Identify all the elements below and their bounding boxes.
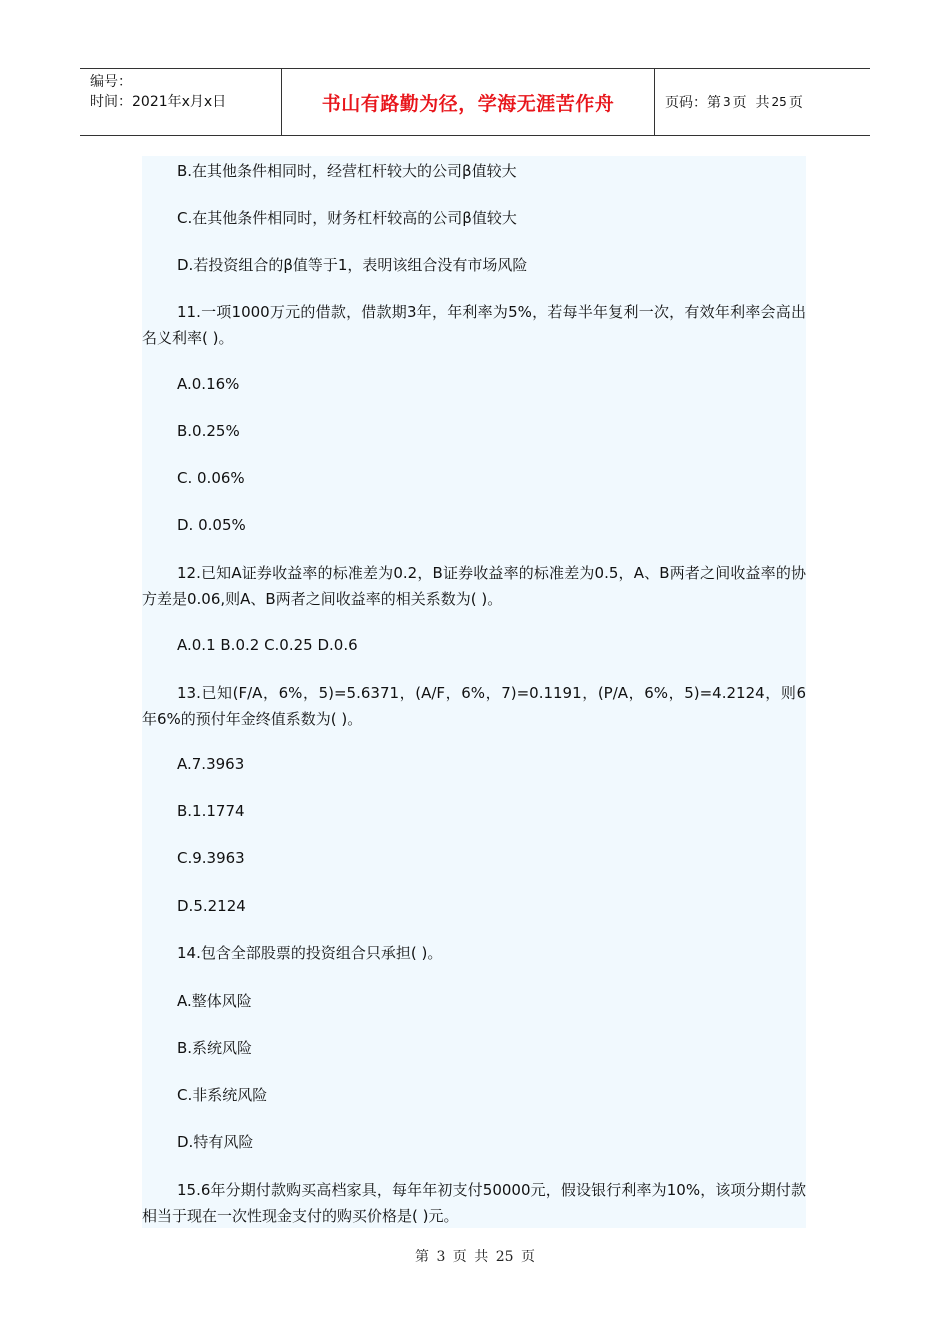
page-footer: 第 3 页 共 25 页 xyxy=(415,1249,535,1265)
time-label: 时间：2021年x月x日 xyxy=(90,94,227,110)
header-page-info xyxy=(655,69,870,135)
q14-option-c: C.非系统风险 xyxy=(177,1086,268,1104)
q10-option-c: C.在其他条件相同时，财务杠杆较高的公司β值较大 xyxy=(177,209,517,227)
question-15: 15.6年分期付款购买高档家具，每年年初支付50000元，假设银行利率为10%，该项分期付款相当于现在一次性现金支付的购买价格是( )元。 xyxy=(142,1181,806,1225)
q14-option-d: D.特有风险 xyxy=(177,1133,254,1151)
q12-options: A.0.1 B.0.2 C.0.25 D.0.6 xyxy=(177,636,358,654)
header-meta xyxy=(80,69,282,135)
q13-option-c: C.9.3963 xyxy=(177,849,245,867)
q11-option-b: B.0.25% xyxy=(177,422,240,440)
q13-option-b: B.1.1774 xyxy=(177,802,245,820)
page-prefix: 页码：第 xyxy=(665,95,721,111)
q11-option-d: D. 0.05% xyxy=(177,516,246,534)
question-14: 14.包含全部股票的投资组合只承担( )。 xyxy=(177,944,443,962)
question-11: 11.一项1000万元的借款，借款期3年，年利率为5%，若每半年复利一次，有效年利率会高出名义利率( )。 xyxy=(142,303,806,347)
header-motto: 书山有路勤为径，学海无涯苦作舟 xyxy=(282,69,655,135)
q11-option-a: A.0.16% xyxy=(177,375,240,393)
question-12: 12.已知A证券收益率的标准差为0.2，B证券收益率的标准差为0.5，A、B两者之间收益率的协方差是0.06,则A、B两者之间收益率的相关系数为( )。 xyxy=(142,564,806,608)
question-13: 13.已知(F/A，6%，5)=5.6371，(A/F，6%，7)=0.1191，(P/A，6%，5)=4.2124，则6年6%的预付年金终值系数为( )。 xyxy=(142,684,806,728)
document-header xyxy=(80,68,870,136)
q10-option-b: B.在其他条件相同时，经营杠杆较大的公司β值较大 xyxy=(177,162,517,180)
q11-option-c: C. 0.06% xyxy=(177,469,245,487)
page-suffix: 页 xyxy=(788,95,803,111)
question-content xyxy=(142,156,806,1228)
q13-option-d: D.5.2124 xyxy=(177,897,246,915)
q14-option-b: B.系统风险 xyxy=(177,1039,253,1057)
q14-option-a: A.整体风险 xyxy=(177,992,252,1010)
page-mid: 页 共 xyxy=(732,95,770,111)
number-label: 编号： xyxy=(90,74,132,90)
q10-option-d: D.若投资组合的β值等于1，表明该组合没有市场风险 xyxy=(177,256,528,274)
page-total: 25 xyxy=(771,95,787,109)
page-number: 3 xyxy=(723,95,731,109)
q13-option-a: A.7.3963 xyxy=(177,755,245,773)
